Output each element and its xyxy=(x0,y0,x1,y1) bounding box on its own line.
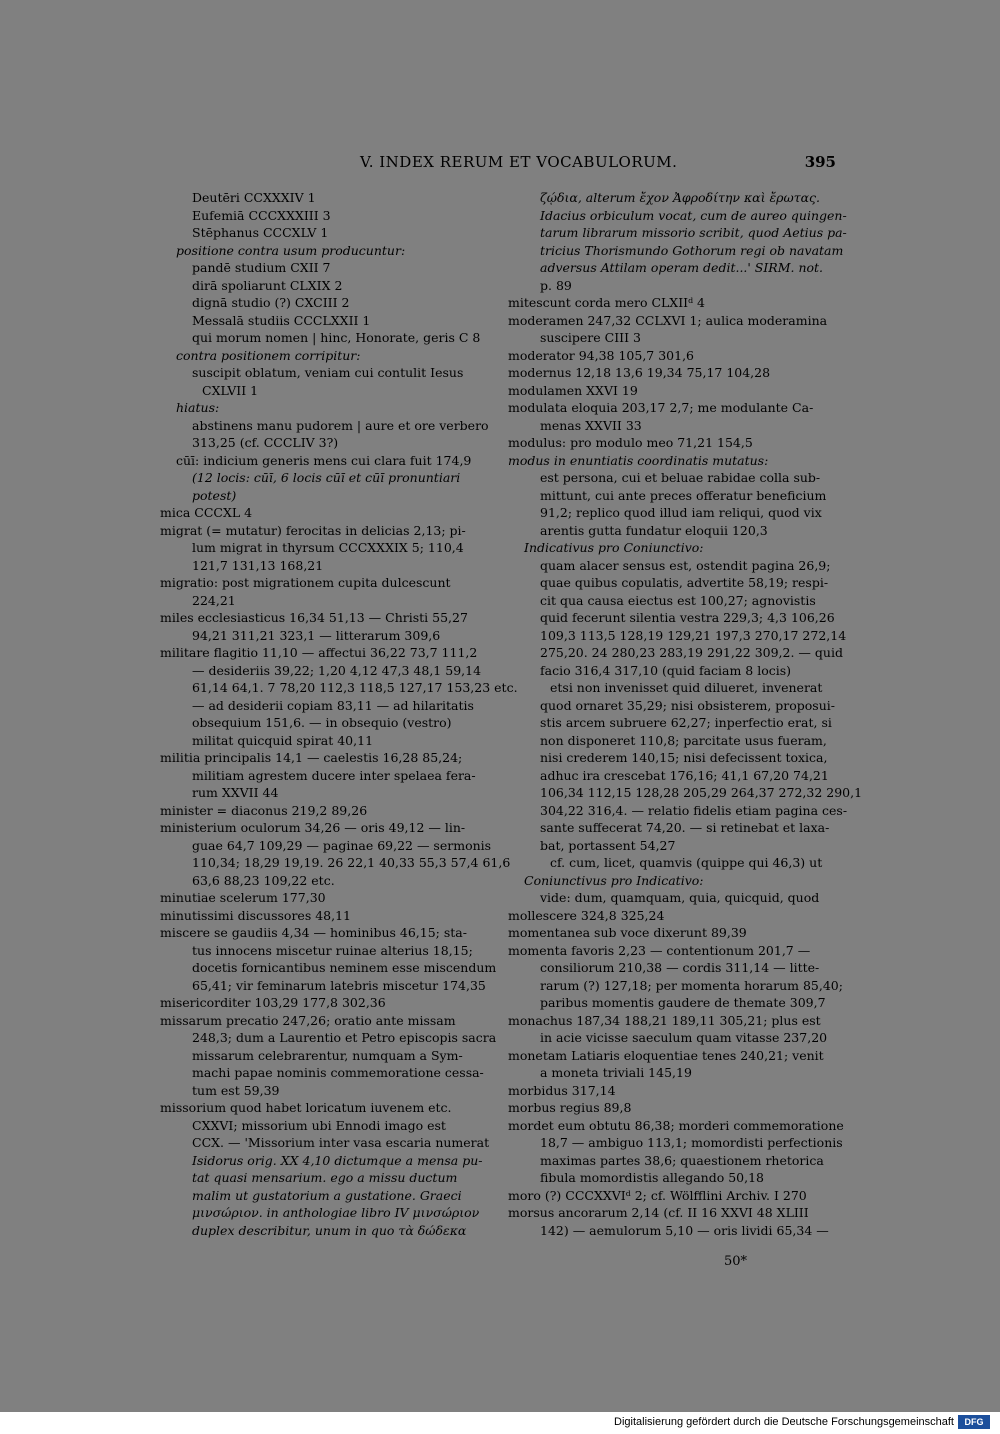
index-line: modernus 12,18 13,6 19,34 75,17 104,28 xyxy=(508,365,771,380)
index-line: tricius Thorismundo Gothorum regi ob navatam xyxy=(540,242,844,258)
index-line: 109,3 113,5 128,19 129,21 197,3 270,17 272,14 xyxy=(540,627,847,643)
footer-bar xyxy=(0,1412,1000,1434)
index-line: modulamen XXVI 19 xyxy=(508,382,638,398)
index-line: fibula momordistis allegando 50,18 xyxy=(540,1170,765,1185)
index-line: momenta favoris 2,23 — contentionum 201,7 — xyxy=(508,942,811,958)
index-line: cit qua causa eiectus est 100,27; agnovistis xyxy=(540,592,816,608)
index-line: tat quasi mensarium. ego a missu ductum xyxy=(192,1170,458,1185)
index-line: Eufemiā CCCXXXIII 3 xyxy=(192,207,331,223)
left-column xyxy=(160,189,518,1239)
index-line: moderator 94,38 105,7 301,6 xyxy=(508,347,695,363)
index-line: CXLVII 1 xyxy=(202,382,259,398)
index-line: potest) xyxy=(192,487,237,503)
index-line: modus in enuntiatis coordinatis mutatus: xyxy=(508,452,769,468)
index-line: missarum celebrarentur, numquam a Sym- xyxy=(192,1047,463,1063)
index-line: militia principalis 14,1 — caelestis 16,28 85,24; xyxy=(160,750,463,765)
index-line: 275,20. 24 280,23 283,19 291,22 309,2. — quid xyxy=(540,645,843,660)
index-line: missorium quod habet loricatum iuvenem etc. xyxy=(160,1100,452,1115)
index-line: nisi crederem 140,15; nisi defecissent toxica, xyxy=(540,750,828,765)
index-line: quid fecerunt silentia vestra 229,3; 4,3 106,26 xyxy=(540,610,835,625)
index-line: guae 64,7 109,29 — paginae 69,22 — sermonis xyxy=(192,837,492,853)
index-line: non disponeret 110,8; parcitate usus fueram, xyxy=(540,732,827,748)
index-line: Isidorus orig. XX 4,10 dictumque a mensa pu- xyxy=(192,1152,483,1168)
sheet-signature: 50* xyxy=(724,1254,748,1269)
index-line: tus innocens miscetur ruinae alterius 18,15; xyxy=(192,942,473,958)
index-line: hiatus: xyxy=(176,400,220,415)
index-line: positione contra usum producuntur: xyxy=(176,242,406,258)
index-line: 304,22 316,4. — relatio fidelis etiam pagina ces- xyxy=(540,802,848,818)
index-line: CXXVI; missorium ubi Ennodi imago est xyxy=(192,1117,446,1133)
index-line: morbidus 317,14 xyxy=(508,1082,616,1098)
index-line: dignā studio (?) CXCIII 2 xyxy=(192,295,350,310)
index-line: qui morum nomen | hinc, Honorate, geris C 8 xyxy=(192,330,481,345)
index-line: 313,25 (cf. CCCLIV 3?) xyxy=(192,435,339,450)
index-line: Messalā studiis CCCLXXII 1 xyxy=(192,312,371,328)
index-line: missarum precatio 247,26; oratio ante missam xyxy=(160,1012,456,1028)
index-line: tum est 59,39 xyxy=(192,1082,280,1098)
index-line: 248,3; dum a Laurentio et Petro episcopis sacra xyxy=(192,1030,497,1045)
index-line: etsi non invenisset quid dilueret, invenerat xyxy=(550,680,823,695)
index-line: ζῴδια, alterum ἔχον Ἀφροδίτην καὶ ἔρωτας. xyxy=(540,190,821,205)
index-line: miscere se gaudiis 4,34 — hominibus 46,15; sta- xyxy=(160,925,467,940)
index-line: rarum (?) 127,18; per momenta horarum 85,40; xyxy=(540,977,843,993)
index-line: quod ornaret 35,29; nisi obsisterem, proposui- xyxy=(540,697,835,713)
index-line: Deutēri CCXXXIV 1 xyxy=(192,190,316,205)
index-line: moro (?) CCCXXVIᵈ 2; cf. Wölfflini Archiv. I 270 xyxy=(508,1187,807,1203)
index-line: contra positionem corripitur: xyxy=(176,347,361,363)
index-line: Idacius orbiculum vocat, cum de aureo quingen- xyxy=(540,207,847,223)
index-line: Indicativus pro Coniunctivo: xyxy=(524,540,704,555)
index-line: paribus momentis gaudere de themate 309,7 xyxy=(540,995,826,1010)
index-line: vide: dum, quamquam, quia, quicquid, quod xyxy=(540,890,820,905)
index-line: pandē studium CXII 7 xyxy=(192,260,331,275)
index-line: rum XXVII 44 xyxy=(192,785,279,800)
index-line: quae quibus copulatis, advertite 58,19; respi- xyxy=(540,575,829,590)
index-line: stis arcem subruere 62,27; inperfectio erat, si xyxy=(540,715,832,730)
index-line: arentis gutta fundatur eloquii 120,3 xyxy=(540,522,768,538)
index-line: cūī: indicium generis mens cui clara fuit 174,9 xyxy=(176,452,472,468)
index-line: est persona, cui et beluae rabidae colla sub- xyxy=(540,470,821,485)
index-line: — ad desiderii copiam 83,11 — ad hilaritatis xyxy=(192,697,474,713)
index-line: 65,41; vir feminarum latebris miscetur 174,35 xyxy=(192,977,486,993)
index-line: adversus Attilam operam dedit...' SIRM. not. xyxy=(540,260,824,275)
index-line: miles ecclesiasticus 16,34 51,13 — Christi 55,27 xyxy=(160,610,468,625)
index-line: mica CCCXL 4 xyxy=(160,505,253,520)
funding-credit: Digitalisierung gefördert durch die Deutsche Forschungsgemeinschaft xyxy=(614,1416,954,1428)
index-line: p. 89 xyxy=(540,277,572,293)
index-line: moderamen 247,32 CCLXVI 1; aulica moderamina xyxy=(508,312,828,328)
index-line: modulus: pro modulo meo 71,21 154,5 xyxy=(508,435,753,450)
index-line: monachus 187,34 188,21 189,11 305,21; plus est xyxy=(508,1012,821,1028)
index-line: mollescere 324,8 325,24 xyxy=(508,907,665,923)
index-line: 91,2; replico quod illud iam reliqui, quod vix xyxy=(540,505,822,520)
index-line: quam alacer sensus est, ostendit pagina 26,9; xyxy=(540,557,831,573)
index-line: bat, portassent 54,27 xyxy=(540,837,676,853)
index-line: sante suffecerat 74,20. — si retinebat et laxa- xyxy=(540,820,830,835)
index-line: a moneta triviali 145,19 xyxy=(540,1065,692,1080)
index-line: abstinens manu pudorem | aure et ore verbero xyxy=(192,417,489,433)
index-line: ministerium oculorum 34,26 — oris 49,12 — lin- xyxy=(160,820,466,835)
index-line: maximas partes 38,6; quaestionem rhetorica xyxy=(540,1152,824,1168)
index-line: morsus ancorarum 2,14 (cf. II 16 XXVI 48 XLIII xyxy=(508,1205,809,1220)
index-line: modulata eloquia 203,17 2,7; me modulante Ca- xyxy=(508,400,814,415)
index-line: 121,7 131,13 168,21 xyxy=(192,557,324,573)
index-line: migratio: post migrationem cupita dulcescunt xyxy=(160,575,451,590)
index-line: suscipit oblatum, veniam cui contulit Iesus xyxy=(192,365,464,380)
dfg-logo-icon: DFG xyxy=(958,1415,990,1429)
index-line: μινσώριον. in anthologiae libro IV μινσώριον xyxy=(192,1205,480,1220)
index-line: cf. cum, licet, quamvis (quippe qui 46,3) ut xyxy=(550,855,823,870)
index-line: tarum librarum missorio scribit, quod Aetius pa- xyxy=(540,225,847,240)
index-line: mittunt, cui ante preces offeratur beneficium xyxy=(540,487,827,503)
index-line: menas XXVII 33 xyxy=(540,417,642,433)
index-line: minutiae scelerum 177,30 xyxy=(160,890,326,905)
index-line: docetis fornicantibus neminem esse miscendum xyxy=(192,960,497,975)
index-line: minister = diaconus 219,2 89,26 xyxy=(160,802,368,818)
index-line: 94,21 311,21 323,1 — litterarum 309,6 xyxy=(192,627,441,643)
index-line: facio 316,4 317,10 (quid faciam 8 locis) xyxy=(540,662,792,678)
index-line: monetam Latiaris eloquentiae tenes 240,21; venit xyxy=(508,1047,824,1063)
index-line: duplex describitur, unum in quo τὰ δώδεκα xyxy=(192,1222,467,1238)
running-header xyxy=(160,153,836,177)
index-line: minutissimi discussores 48,11 xyxy=(160,907,351,923)
index-line: adhuc ira crescebat 176,16; 41,1 67,20 74,21 xyxy=(540,767,829,783)
page-number: 395 xyxy=(804,153,836,171)
index-line: suscipere CIII 3 xyxy=(540,330,641,345)
index-line: consiliorum 210,38 — cordis 311,14 — litte- xyxy=(540,960,820,975)
index-line: militat quicquid spirat 40,11 xyxy=(192,732,374,748)
index-line: 63,6 88,23 109,22 etc. xyxy=(192,872,335,888)
index-line: militare flagitio 11,10 — affectui 36,22 73,7 111,2 xyxy=(160,645,478,660)
index-line: militiam agrestem ducere inter spelaea fera- xyxy=(192,767,476,783)
index-line: (12 locis: cūī, 6 locis cūī et cūī pronuntiari xyxy=(192,470,461,485)
index-line: machi papae nominis commemoratione cessa- xyxy=(192,1065,484,1080)
index-line: dirā spoliarunt CLXIX 2 xyxy=(192,277,343,293)
index-line: in acie vicisse saeculum quam vitasse 237,20 xyxy=(540,1030,828,1045)
index-line: — desideriis 39,22; 1,20 4,12 47,3 48,1 59,14 xyxy=(192,662,482,678)
index-line: mitescunt corda mero CLXIIᵈ 4 xyxy=(508,295,706,310)
index-line: 106,34 112,15 128,28 205,29 264,37 272,32 290,1 xyxy=(540,785,863,800)
running-title: V. INDEX RERUM ET VOCABULORUM. xyxy=(360,153,678,171)
index-line: 110,34; 18,29 19,19. 26 22,1 40,33 55,3 57,4 61,6 xyxy=(192,855,511,870)
index-line: 224,21 xyxy=(192,592,236,608)
index-line: 61,14 64,1. 7 78,20 112,3 118,5 127,17 153,23 etc. xyxy=(192,680,518,695)
index-line: Coniunctivus pro Indicativo: xyxy=(524,872,704,888)
index-line: momentanea sub voce dixerunt 89,39 xyxy=(508,925,747,940)
index-line: migrat (= mutatur) ferocitas in delicias 2,13; pi- xyxy=(160,522,466,538)
index-line: lum migrat in thyrsum CCCXXXIX 5; 110,4 xyxy=(192,540,464,555)
index-line: 18,7 — ambiguo 113,1; momordisti perfectionis xyxy=(540,1135,843,1150)
index-line: mordet eum obtutu 86,38; morderi commemoratione xyxy=(508,1117,844,1133)
index-line: Stēphanus CCCXLV 1 xyxy=(192,225,329,240)
index-line: misericorditer 103,29 177,8 302,36 xyxy=(160,995,386,1010)
index-line: 142) — aemulorum 5,10 — oris lividi 65,34 — xyxy=(540,1222,829,1238)
index-line: CCX. — 'Missorium inter vasa escaria numerat xyxy=(192,1135,490,1150)
index-line: morbus regius 89,8 xyxy=(508,1100,632,1115)
right-column xyxy=(508,189,863,1239)
index-line: obsequium 151,6. — in obsequio (vestro) xyxy=(192,715,452,730)
index-line: malim ut gustatorium a gustatione. Graeci xyxy=(192,1187,462,1203)
